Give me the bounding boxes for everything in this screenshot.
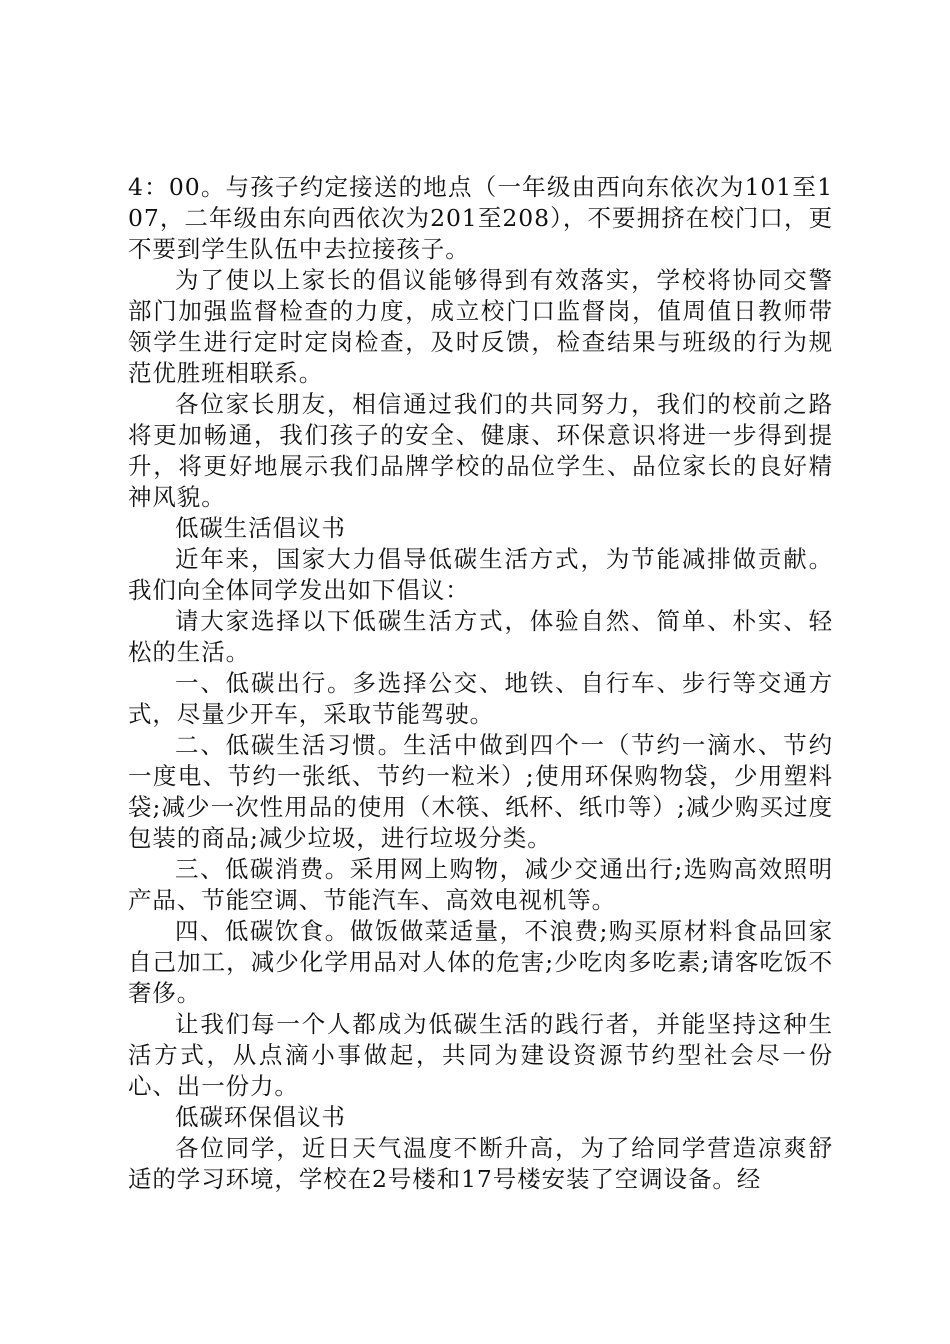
paragraph-air-conditioning: 各位同学，近日天气温度不断升高，为了给同学营造凉爽舒适的学习环境，学校在2号楼和17号楼安装了空调设备。经 — [128, 1134, 833, 1193]
paragraph-travel: 一、低碳出行。多选择公交、地铁、自行车、步行等交通方式，尽量少开车，采取节能驾驶。 — [128, 669, 833, 728]
section-title-low-carbon-environment: 低碳环保倡议书 — [175, 1103, 346, 1131]
paragraph-diet: 四、低碳饮食。做饭做菜适量，不浪费;购买原材料食品回家自己加工，减少化学用品对人体的危害;少吃肉多吃素;请客吃饭不奢侈。 — [128, 917, 833, 1007]
paragraph-supervision: 为了使以上家长的倡议能够得到有效落实，学校将协同交警部门加强监督检查的力度，成立校门口监督岗，值周值日教师带领学生进行定时定岗检查，及时反馈，检查结果与班级的行为规范优胜班相联系。 — [128, 266, 833, 387]
paragraph-parents-closing: 各位家长朋友，相信通过我们的共同努力，我们的校前之路将更加畅通，我们孩子的安全、健康、环保意识将进一步得到提升，将更好地展示我们品牌学校的品位学生、品位家长的良好精神风貌。 — [128, 390, 833, 511]
paragraph-pickup-location: 4：00。与孩子约定接送的地点（一年级由西向东依次为101至107，二年级由东向西依次为201至208），不要拥挤在校门口，更不要到学生队伍中去拉接孩子。 — [128, 173, 833, 263]
paragraph-intro: 近年来，国家大力倡导低碳生活方式，为节能减排做贡献。我们向全体同学发出如下倡议： — [128, 545, 833, 604]
paragraph-habits: 二、低碳生活习惯。生活中做到四个一（节约一滴水、节约一度电、节约一张纸、节约一粒米）;使用环保购物袋，少用塑料袋;减少一次性用品的使用（木筷、纸杯、纸巾等）;减少购买过度包装的商品;减少垃圾，进行垃圾分类。 — [128, 731, 833, 852]
section-title-low-carbon-life: 低碳生活倡议书 — [175, 514, 346, 542]
paragraph-choose-lifestyle: 请大家选择以下低碳生活方式，体验自然、简单、朴实、轻松的生活。 — [128, 607, 833, 666]
paragraph-call-to-action: 让我们每一个人都成为低碳生活的践行者，并能坚持这种生活方式，从点滴小事做起，共同为建设资源节约型社会尽一份心、出一份力。 — [128, 1010, 833, 1100]
document-page — [128, 172, 833, 1195]
paragraph-consumption: 三、低碳消费。采用网上购物，减少交通出行;选购高效照明产品、节能空调、节能汽车、高效电视机等。 — [128, 855, 833, 914]
